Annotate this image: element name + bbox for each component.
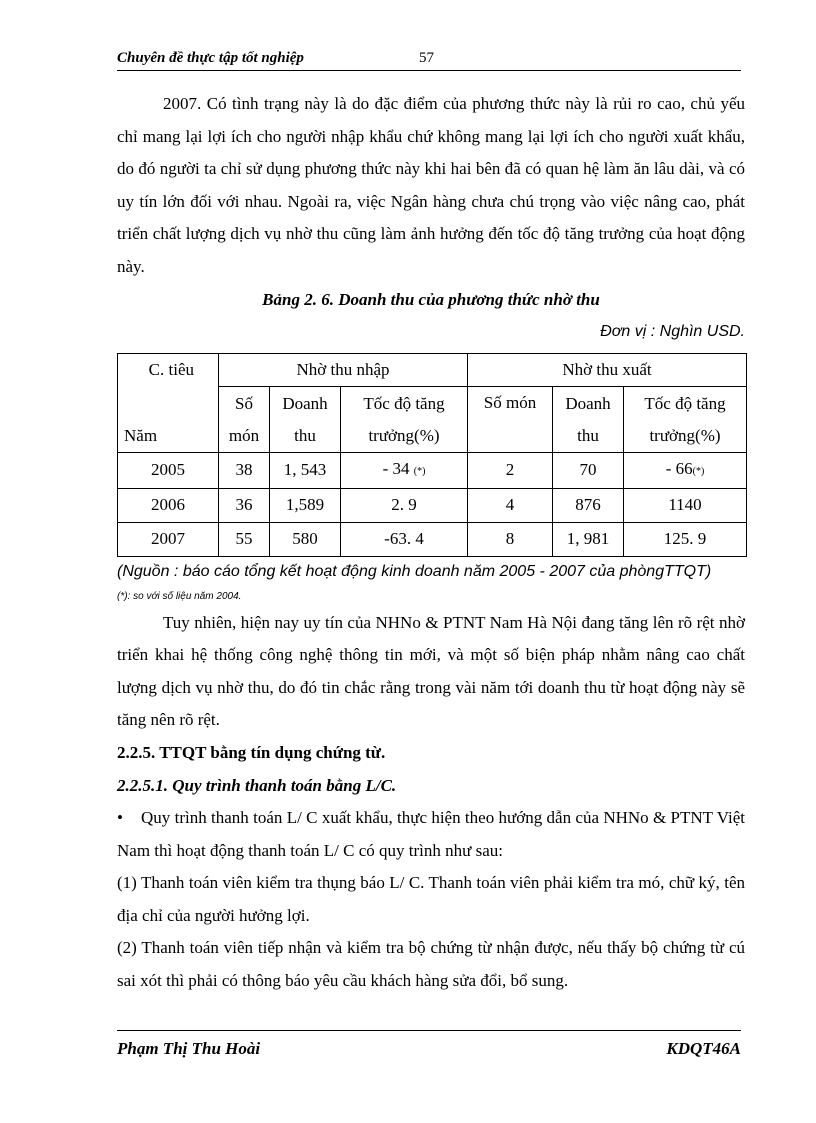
cell-export-count: 8 (468, 522, 553, 556)
cell-import-growth: 2. 9 (341, 489, 468, 523)
corner-bottom-label: Năm (124, 425, 158, 445)
header-title: Chuyên đề thực tập tốt nghiệp (117, 50, 304, 66)
cell-import-count: 38 (219, 452, 270, 489)
cell-export-count: 2 (468, 452, 553, 489)
cell-year: 2006 (118, 489, 219, 523)
header-import-count-line1: Số (235, 393, 253, 413)
cell-export-revenue: 1, 981 (553, 522, 624, 556)
cell-import-count: 36 (219, 489, 270, 523)
cell-export-growth: 1140 (624, 489, 747, 523)
cell-export-revenue: 70 (553, 452, 624, 489)
corner-header-cell (118, 353, 219, 452)
export-growth-footnote-mark: (*) (692, 465, 705, 477)
import-growth-value: - 34 (382, 458, 410, 478)
header-export-group: Nhờ thu xuất (468, 353, 747, 387)
header-export-growth-line1: Tốc độ tăng (644, 393, 726, 413)
cell-export-revenue: 876 (553, 489, 624, 523)
header-export-revenue-line1: Doanh (565, 393, 611, 413)
paragraph-outlook: Tuy nhiên, hiện nay uy tín của NHNo & PTNT Nam Hà Nội đang tăng lên rõ rệt nhờ triển khai hệ thống công nghệ thông tin mới, và một số biện pháp nhằm nâng cao chất lượng dịch vụ nhờ thu, do đó tin chắc rằng trong vài năm tới doanh thu từ hoạt động này sẽ tăng nên rõ rệt. (117, 612, 745, 730)
header-export-count-label: Số món (483, 393, 537, 413)
procedure-step-2: (2) Thanh toán viên tiếp nhận và kiểm tra bộ chứng từ nhận được, nếu thấy bộ chứng từ cú sai xót thì phải có thông báo yêu cầu khách hàng sửa đổi, bổ sung. (117, 938, 745, 991)
cell-import-revenue: 1,589 (270, 489, 341, 523)
header-import-growth (341, 387, 468, 452)
header-export-growth-line2: trưởng(%) (649, 425, 721, 445)
header-import-group: Nhờ thu nhập (219, 353, 468, 387)
header-export-count (468, 387, 553, 452)
bullet-text: Quy trình thanh toán L/ C xuất khẩu, thực hiện theo hướng dẫn của NHNo & PTNT Việt Nam thì hoạt động thanh toán L/ C có quy trình như sau: (117, 808, 745, 860)
cell-import-revenue: 580 (270, 522, 341, 556)
table-caption: Bảng 2. 6. Doanh thu của phương thức nhờ thu (262, 289, 600, 309)
cell-year: 2007 (118, 522, 219, 556)
table-row (118, 522, 747, 556)
section-heading: 2.2.5. TTQT bằng tín dụng chứng từ. (117, 742, 386, 762)
header-export-revenue (553, 387, 624, 452)
cell-import-count: 55 (219, 522, 270, 556)
cell-export-count: 4 (468, 489, 553, 523)
import-growth-footnote-mark: (*) (413, 465, 426, 477)
header-export-revenue-line2: thu (577, 425, 599, 445)
footer-class-code: KDQT46A (666, 1039, 741, 1058)
cell-export-growth: 125. 9 (624, 522, 747, 556)
table-footnote: (*): so với số liệu năm 2004. (117, 590, 242, 602)
bullet-paragraph (117, 802, 745, 867)
table-source: (Nguồn : báo cáo tổng kết hoạt động kinh doanh năm 2005 - 2007 của phòngTTQT) (117, 562, 712, 580)
procedure-step-1: (1) Thanh toán viên kiểm tra thụng báo L/ C. Thanh toán viên phải kiểm tra mó, chữ ký, tên địa chỉ của người hưởng lợi. (117, 873, 745, 925)
subsection-heading: 2.2.5.1. Quy trình thanh toán bằng L/C. (117, 775, 397, 795)
cell-import-growth (341, 452, 468, 489)
table-row (118, 489, 747, 523)
header-import-count (219, 387, 270, 452)
header-import-revenue (270, 387, 341, 452)
page-footer (117, 1030, 741, 1058)
header-export-growth (624, 387, 747, 452)
revenue-table (117, 353, 747, 557)
corner-top-label: C. tiêu (148, 359, 194, 379)
cell-import-growth: -63. 4 (341, 522, 468, 556)
header-import-growth-line1: Tốc độ tăng (363, 393, 445, 413)
header-import-growth-line2: trưởng(%) (368, 425, 440, 445)
page-body (117, 88, 745, 998)
table-row (118, 452, 747, 489)
bullet-icon: • (117, 808, 123, 828)
header-import-revenue-line1: Doanh (282, 393, 328, 413)
cell-year: 2005 (118, 452, 219, 489)
export-growth-value: - 66 (665, 458, 693, 478)
header-import-count-line2: món (228, 425, 260, 445)
table-unit: Đơn vị : Nghìn USD. (600, 323, 745, 341)
page-number: 57 (419, 50, 434, 66)
cell-import-revenue: 1, 543 (270, 452, 341, 489)
footer-author: Phạm Thị Thu Hoài (117, 1039, 261, 1058)
cell-export-growth (624, 452, 747, 489)
page-header (117, 48, 741, 71)
paragraph-intro: 2007. Có tình trạng này là do đặc điểm của phương thức này là rủi ro cao, chủ yếu chỉ mang lại lợi ích cho người nhập khẩu chứ không mang lại lợi ích cho người xuất khẩu, do đó người ta chỉ sử dụng phương thức này khi hai bên đã có quan hệ làm ăn lâu dài, và có uy tín lớn đối với nhau. Ngoài ra, việc Ngân hàng chưa chú trọng vào việc nâng cao, phát triển chất lượng dịch vụ nhờ thu cũng làm ảnh hưởng đến tốc độ tăng trưởng của hoạt động này. (117, 94, 745, 276)
header-import-revenue-line2: thu (294, 425, 316, 445)
